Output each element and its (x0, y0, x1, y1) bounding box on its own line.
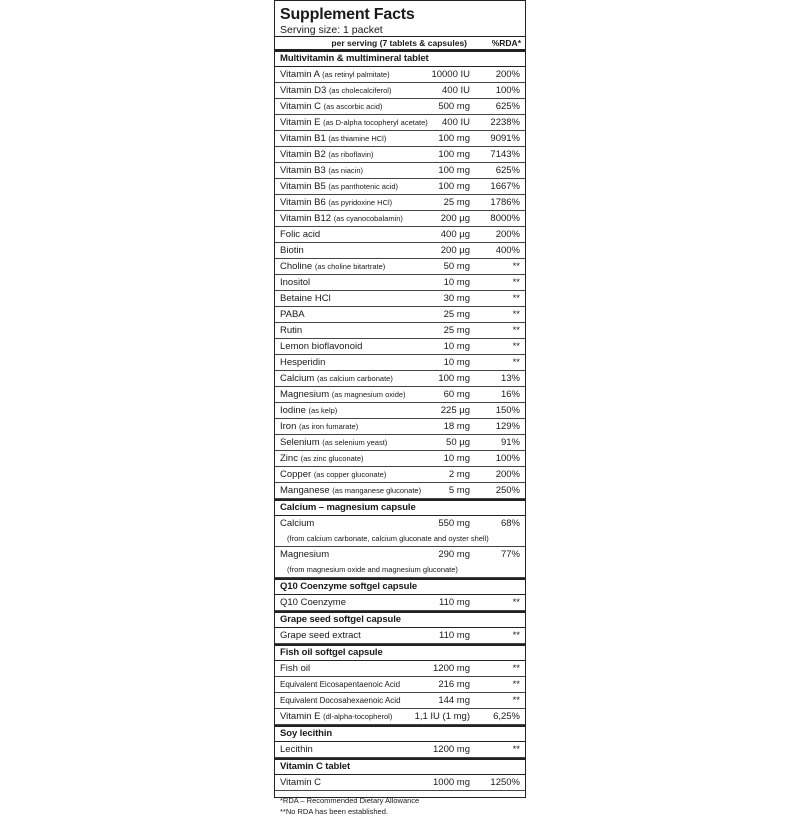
nutrient-name (280, 467, 386, 482)
nutrient-rda: 250% (495, 485, 520, 496)
nutrient-rda: ** (512, 325, 520, 336)
nutrient-name (280, 195, 392, 210)
nutrient-row (275, 211, 525, 227)
nutrient-name-text: Fish oil (280, 663, 311, 674)
nutrient-rda: 200% (495, 229, 520, 240)
nutrient-name (280, 227, 320, 242)
nutrient-row (275, 628, 525, 644)
nutrient-name (280, 339, 362, 354)
nutrient-row (275, 483, 525, 499)
label-title: Supplement Facts (280, 6, 415, 23)
nutrient-amount: 10000 IU (431, 69, 470, 80)
nutrient-amount: 550 mg (438, 518, 470, 529)
nutrient-name (280, 709, 392, 724)
nutrient-name (280, 67, 390, 82)
nutrient-name-text: Selenium (280, 437, 320, 448)
nutrient-name (280, 387, 406, 402)
nutrient-name (280, 323, 302, 338)
nutrient-row (275, 131, 525, 147)
nutrient-sections (275, 52, 525, 791)
nutrient-name (280, 661, 310, 676)
nutrient-amount: 25 mg (443, 325, 470, 336)
nutrient-amount: 1200 mg (433, 744, 470, 755)
nutrient-source: (as manganese gluconate) (332, 486, 422, 495)
nutrient-row (275, 67, 525, 83)
nutrient-amount: 10 mg (443, 357, 470, 368)
footnotes (275, 791, 525, 817)
nutrient-name-text: Manganese (280, 485, 330, 496)
nutrient-rda: 6,25% (493, 711, 520, 722)
nutrient-name (280, 243, 304, 258)
nutrient-row (275, 227, 525, 243)
nutrient-name-text: Copper (280, 469, 312, 480)
nutrient-row (275, 275, 525, 291)
nutrient-name-text: Rutin (280, 325, 303, 336)
nutrient-rda: 200% (495, 69, 520, 80)
nutrient-name (280, 147, 373, 162)
section-heading: Vitamin C tablet (275, 758, 525, 775)
section-heading: Q10 Coenzyme softgel capsule (275, 578, 525, 595)
nutrient-name (280, 742, 313, 757)
nutrient-name-text: Q10 Coenzyme (280, 597, 347, 608)
supplement-facts-label (274, 0, 526, 816)
nutrient-rda: 100% (495, 453, 520, 464)
nutrient-name-text: Vitamin C (280, 101, 322, 112)
nutrient-name (280, 179, 398, 194)
nutrient-rda: 400% (495, 245, 520, 256)
nutrient-row (275, 661, 525, 677)
nutrient-name (280, 547, 329, 562)
nutrient-amount: 2 mg (448, 469, 470, 480)
nutrient-row (275, 451, 525, 467)
nutrient-name-text: Vitamin E (280, 711, 321, 722)
nutrient-name (280, 99, 382, 114)
nutrient-rda: 91% (500, 437, 520, 448)
nutrient-name (280, 435, 387, 450)
nutrient-amount: 60 mg (443, 389, 470, 400)
nutrient-name-text: Lemon bioflavonoid (280, 341, 363, 352)
nutrient-amount: 100 mg (438, 149, 470, 160)
nutrient-row (275, 307, 525, 323)
nutrient-rda: ** (512, 679, 520, 690)
nutrient-row (275, 742, 525, 758)
nutrient-name-text: Calcium (280, 518, 315, 529)
nutrient-row (275, 195, 525, 211)
nutrient-row (275, 387, 525, 403)
nutrient-amount: 100 mg (438, 373, 470, 384)
nutrient-name-text: Folic acid (280, 229, 321, 240)
nutrient-amount: 10 mg (443, 341, 470, 352)
nutrient-name-text: Vitamin C (280, 777, 322, 788)
nutrient-rda: ** (512, 341, 520, 352)
nutrient-source: (as kelp) (308, 406, 338, 415)
footnote-rda: *RDA – Recommended Dietary Allowance (280, 796, 420, 805)
nutrient-rda: 8000% (490, 213, 520, 224)
nutrient-source: (as D-alpha tocopheryl acetate) (323, 118, 428, 127)
nutrient-amount: 290 mg (438, 549, 470, 560)
nutrient-name-text: Lecithin (280, 744, 313, 755)
nutrient-name (280, 451, 364, 466)
nutrient-rda: 1667% (490, 181, 520, 192)
nutrient-rda: ** (512, 293, 520, 304)
nutrient-name (280, 775, 321, 790)
nutrient-name (280, 259, 385, 274)
nutrient-name (280, 163, 363, 178)
nutrient-name-text: Magnesium (280, 389, 330, 400)
nutrient-amount: 225 µg (440, 405, 470, 416)
nutrient-amount: 110 mg (439, 597, 470, 608)
nutrient-amount: 30 mg (443, 293, 470, 304)
nutrient-name-text: Equivalent Eicosapentaenoic Acid (280, 680, 401, 689)
nutrient-row (275, 323, 525, 339)
nutrient-row (275, 179, 525, 195)
nutrient-amount: 1000 mg (433, 777, 470, 788)
nutrient-name (280, 275, 310, 290)
nutrient-row (275, 595, 525, 611)
per-serving-header: per serving (7 tablets & capsules) (331, 38, 467, 48)
nutrient-amount: 144 mg (438, 695, 470, 706)
nutrient-source: (as panthotenic acid) (328, 182, 399, 191)
rda-header: %RDA* (491, 38, 521, 48)
nutrient-name (280, 115, 428, 130)
nutrient-rda: 2238% (490, 117, 520, 128)
nutrient-name-text: Vitamin B5 (280, 181, 326, 192)
nutrient-name-text: Equivalent Docosahexaenoic Acid (280, 696, 401, 705)
nutrient-name-text: Biotin (280, 245, 304, 256)
nutrient-amount: 25 mg (443, 197, 470, 208)
nutrient-row (275, 259, 525, 275)
nutrient-amount: 100 mg (438, 181, 470, 192)
nutrient-name-text: Hesperidin (280, 357, 326, 368)
nutrient-source: (as retinyl palmitate) (322, 70, 390, 79)
nutrient-amount: 100 mg (438, 133, 470, 144)
nutrient-amount: 25 mg (443, 309, 470, 320)
nutrient-name-text: Iodine (280, 405, 306, 416)
nutrient-row (275, 243, 525, 259)
nutrient-name (280, 516, 314, 531)
nutrient-name (280, 628, 361, 643)
nutrient-row (275, 435, 525, 451)
nutrient-name (280, 419, 358, 434)
nutrient-name-text: Inositol (280, 277, 311, 288)
nutrient-amount: 110 mg (439, 630, 470, 641)
nutrient-row (275, 547, 525, 578)
nutrient-name-text: Choline (280, 261, 313, 272)
nutrient-amount: 216 mg (438, 679, 470, 690)
nutrient-amount: 50 mg (443, 261, 470, 272)
section-heading: Fish oil softgel capsule (275, 644, 525, 661)
nutrient-row (275, 371, 525, 387)
nutrient-name-text: Grape seed extract (280, 630, 361, 641)
serving-size: Serving size: 1 packet (275, 23, 525, 37)
nutrient-amount: 200 µg (440, 213, 470, 224)
nutrient-row (275, 467, 525, 483)
column-header (275, 37, 525, 52)
nutrient-source: (as thiamine HCl) (328, 134, 387, 143)
nutrient-rda: ** (512, 277, 520, 288)
nutrient-amount: 10 mg (443, 277, 470, 288)
nutrient-row (275, 775, 525, 791)
nutrient-source: (as cholecalciferol) (328, 86, 392, 95)
nutrient-rda: 77% (500, 549, 520, 560)
nutrient-rda: 7143% (490, 149, 520, 160)
section-heading: Calcium – magnesium capsule (275, 499, 525, 516)
nutrient-source: (as choline bitartrate) (314, 262, 386, 271)
nutrient-note: (from magnesium oxide and magnesium gluconate) (287, 565, 458, 574)
nutrient-source: (as calcium carbonate) (316, 374, 393, 383)
nutrient-source: (as magnesium oxide) (331, 390, 406, 399)
nutrient-amount: 100 mg (438, 165, 470, 176)
nutrient-row (275, 147, 525, 163)
nutrient-name-text: Iron (280, 421, 297, 432)
nutrient-name (280, 595, 346, 610)
nutrient-source: (as ascorbic acid) (323, 102, 383, 111)
nutrient-amount: 200 µg (440, 245, 470, 256)
nutrient-name (280, 291, 331, 306)
nutrient-source: (as niacin) (328, 166, 364, 175)
nutrient-row (275, 677, 525, 693)
nutrient-rda: ** (512, 630, 520, 641)
nutrient-name-text: Magnesium (280, 549, 330, 560)
nutrient-rda: 625% (495, 101, 520, 112)
nutrient-name-text: Vitamin A (280, 69, 320, 80)
nutrient-row (275, 516, 525, 547)
nutrient-amount: 400 µg (440, 229, 470, 240)
nutrient-rda: ** (512, 261, 520, 272)
nutrient-name (280, 355, 325, 370)
nutrient-name-text: Vitamin B2 (280, 149, 326, 160)
nutrient-name-text: Vitamin B12 (280, 213, 332, 224)
nutrient-row (275, 709, 525, 725)
nutrient-rda: ** (512, 695, 520, 706)
nutrient-name (280, 307, 305, 322)
nutrient-amount: 500 mg (438, 101, 470, 112)
nutrient-amount: 10 mg (443, 453, 470, 464)
nutrient-source: (as zinc gluconate) (300, 454, 364, 463)
nutrient-rda: 13% (500, 373, 520, 384)
nutrient-row (275, 403, 525, 419)
nutrient-name-text: Vitamin E (280, 117, 321, 128)
nutrient-row (275, 99, 525, 115)
nutrient-rda: 1786% (490, 197, 520, 208)
nutrient-row (275, 291, 525, 307)
nutrient-rda: 100% (495, 85, 520, 96)
nutrient-row (275, 693, 525, 709)
nutrient-rda: 129% (495, 421, 520, 432)
nutrient-row (275, 419, 525, 435)
nutrient-name-text: Vitamin B3 (280, 165, 326, 176)
nutrient-rda: 200% (495, 469, 520, 480)
nutrient-name (280, 211, 403, 226)
footnote-no-rda: **No RDA has been established. (280, 807, 388, 816)
nutrient-name (280, 83, 391, 98)
nutrient-source: (as iron fumarate) (299, 422, 359, 431)
nutrient-name (280, 131, 386, 146)
nutrient-row (275, 115, 525, 131)
nutrient-name-text: PABA (280, 309, 305, 320)
nutrient-note: (from calcium carbonate, calcium gluconate and oyster shell) (287, 534, 489, 543)
nutrient-name (280, 371, 393, 386)
nutrient-source: (as cyanocobalamin) (333, 214, 403, 223)
nutrient-name-text: Vitamin B1 (280, 133, 326, 144)
nutrient-amount: 18 mg (443, 421, 470, 432)
nutrient-row (275, 339, 525, 355)
nutrient-name-text: Zinc (280, 453, 298, 464)
nutrient-name (280, 483, 421, 498)
nutrient-amount: 5 mg (448, 485, 470, 496)
nutrient-amount: 400 IU (442, 85, 470, 96)
nutrient-name (280, 693, 401, 708)
nutrient-source: (as pyridoxine HCl) (328, 198, 393, 207)
nutrient-rda: 9091% (490, 133, 520, 144)
nutrient-rda: 1250% (490, 777, 520, 788)
nutrient-source: (as selenium yeast) (322, 438, 388, 447)
nutrient-amount: 1200 mg (433, 663, 470, 674)
nutrient-amount: 50 µg (446, 437, 470, 448)
nutrient-name (280, 677, 400, 692)
nutrient-source: (as copper gluconate) (313, 470, 387, 479)
nutrient-name-text: Vitamin D3 (280, 85, 327, 96)
section-heading: Grape seed softgel capsule (275, 611, 525, 628)
nutrient-rda: ** (512, 357, 520, 368)
nutrient-source: (as riboflavin) (328, 150, 374, 159)
section-heading: Soy lecithin (275, 725, 525, 742)
nutrient-rda: 68% (500, 518, 520, 529)
nutrient-rda: 625% (495, 165, 520, 176)
nutrient-source: (dl-alpha-tocopherol) (323, 712, 393, 721)
nutrient-rda: ** (512, 663, 520, 674)
nutrient-rda: ** (512, 744, 520, 755)
nutrient-row (275, 83, 525, 99)
nutrient-amount: 400 IU (442, 117, 470, 128)
nutrient-row (275, 163, 525, 179)
nutrient-name-text: Betaine HCl (280, 293, 331, 304)
section-heading: Multivitamin & multimineral tablet (275, 52, 525, 67)
nutrient-name-text: Calcium (280, 373, 315, 384)
nutrient-rda: ** (512, 597, 520, 608)
nutrient-rda: 150% (495, 405, 520, 416)
nutrient-rda: ** (512, 309, 520, 320)
nutrient-name-text: Vitamin B6 (280, 197, 326, 208)
nutrient-row (275, 355, 525, 371)
nutrient-amount: 1,1 IU (1 mg) (414, 711, 470, 722)
nutrient-name (280, 403, 337, 418)
nutrient-rda: 16% (500, 389, 520, 400)
